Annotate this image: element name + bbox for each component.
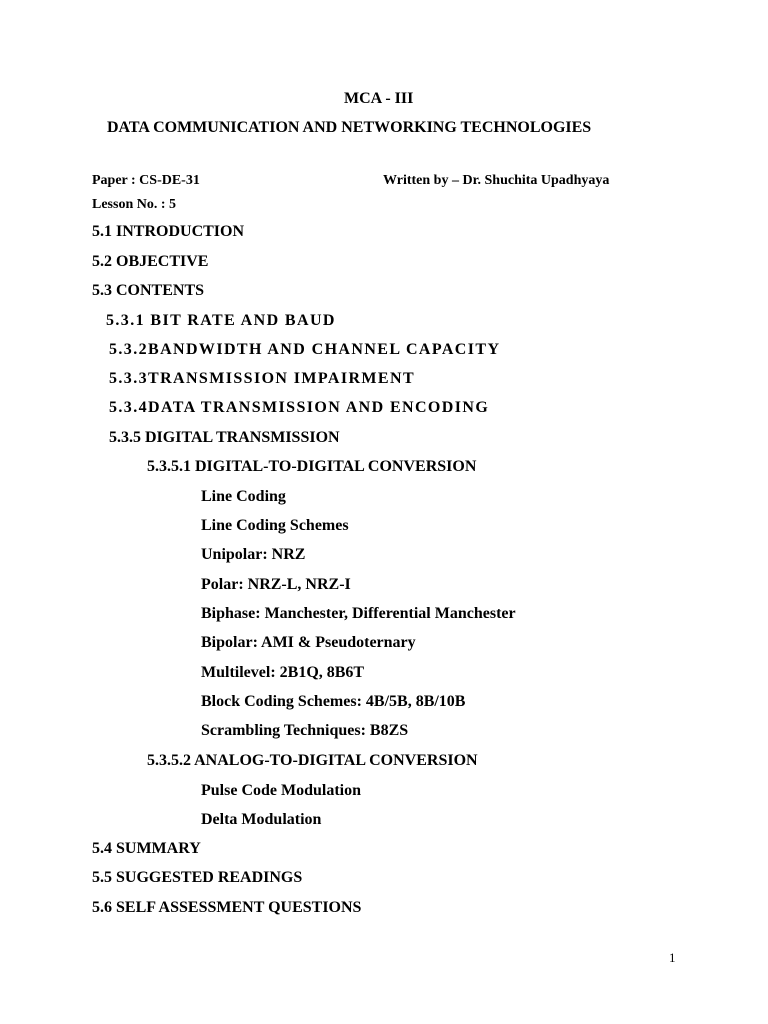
toc-list-item: Multilevel: 2B1Q, 8B6T — [201, 664, 365, 681]
toc-bit-rate-and-baud: 5.3.1 BIT RATE AND BAUD — [106, 312, 336, 329]
lesson-number: Lesson No. : 5 — [92, 197, 177, 212]
course-title: MCA - III — [344, 90, 414, 107]
toc-transmission-impairment: 5.3.3TRANSMISSION IMPAIRMENT — [109, 370, 416, 387]
toc-objective: 5.2 OBJECTIVE — [92, 253, 209, 270]
author-credit: Written by – Dr. Shuchita Upadhyaya — [383, 173, 610, 188]
page-number: 1 — [669, 950, 676, 965]
toc-list-item: Block Coding Schemes: 4B/5B, 8B/10B — [201, 693, 466, 710]
toc-list-item: Polar: NRZ-L, NRZ-I — [201, 576, 351, 593]
toc-digital-to-digital-conversion: 5.3.5.1 DIGITAL-TO-DIGITAL CONVERSION — [147, 458, 477, 475]
toc-list-item: Scrambling Techniques: B8ZS — [201, 722, 409, 739]
toc-suggested-readings: 5.5 SUGGESTED READINGS — [92, 869, 303, 886]
toc-data-transmission-and-encoding: 5.3.4DATA TRANSMISSION AND ENCODING — [109, 399, 490, 416]
toc-digital-transmission: 5.3.5 DIGITAL TRANSMISSION — [109, 429, 340, 446]
toc-self-assessment-questions: 5.6 SELF ASSESSMENT QUESTIONS — [92, 899, 362, 916]
toc-list-item: Delta Modulation — [201, 811, 322, 828]
toc-list-item: Line Coding — [201, 488, 286, 505]
toc-list-item: Pulse Code Modulation — [201, 782, 362, 799]
toc-analog-to-digital-conversion: 5.3.5.2 ANALOG-TO-DIGITAL CONVERSION — [147, 752, 478, 769]
paper-code: Paper : CS-DE-31 — [92, 173, 200, 188]
toc-summary: 5.4 SUMMARY — [92, 840, 201, 857]
toc-bandwidth-and-channel-capacity: 5.3.2BANDWIDTH AND CHANNEL CAPACITY — [109, 341, 501, 358]
toc-list-item: Bipolar: AMI & Pseudoternary — [201, 634, 416, 651]
toc-contents: 5.3 CONTENTS — [92, 282, 205, 299]
subject-title: DATA COMMUNICATION AND NETWORKING TECHNOLOGIES — [107, 119, 592, 136]
toc-list-item: Biphase: Manchester, Differential Manchester — [201, 605, 516, 622]
toc-list-item: Line Coding Schemes — [201, 517, 349, 534]
toc-list-item: Unipolar: NRZ — [201, 546, 306, 563]
toc-introduction: 5.1 INTRODUCTION — [92, 223, 245, 240]
